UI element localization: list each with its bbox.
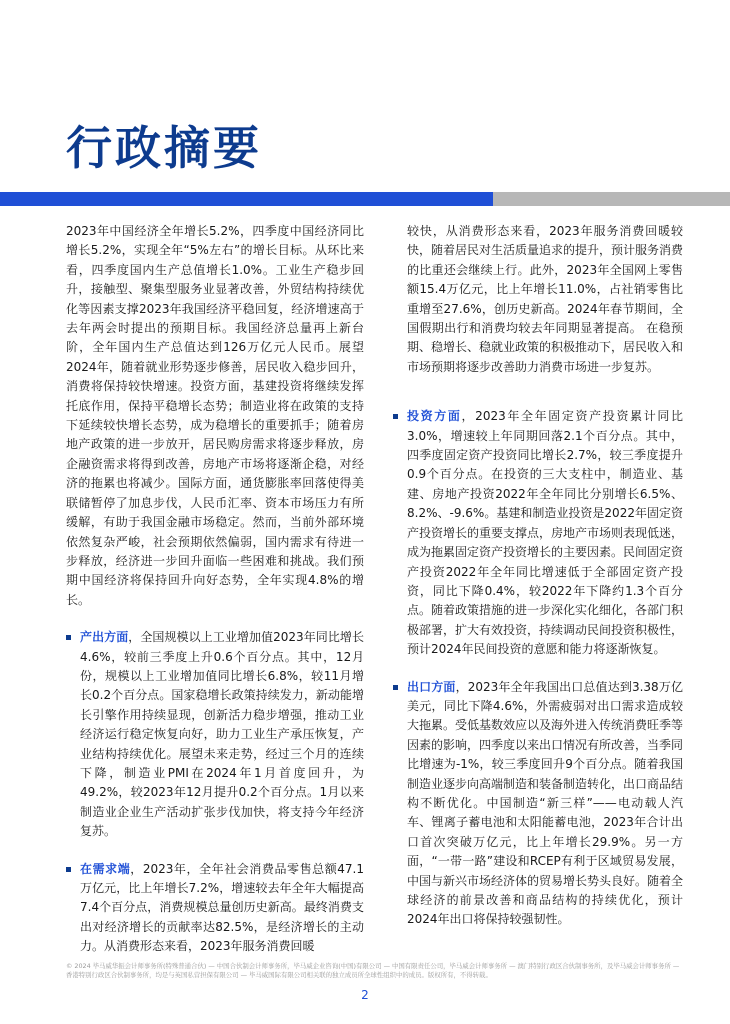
bullet-lead-export: 出口方面 — [407, 679, 456, 694]
bullet-square-icon — [66, 867, 71, 872]
right-column — [393, 222, 683, 930]
bullet-output — [66, 628, 364, 841]
page-title: 行政摘要 — [66, 121, 262, 175]
bullet-text-investment: ，2023年全年固定资产投资累计同比3.0%，增速较上年同期回落2.1个百分点。其中，四季度固定资产投资同比增长2.7%，较三季度提升0.9个百分点。在投资的三大支柱中，制造业、基建、房地产投资2022年全年同比分别增长6.5%、8.2%、-9.6%。基建和制造业投资是2022年固定资产投资增长的重要支撑点，房地产市场则表现低迷，成为拖累固定资产投资增长的主要因素。民间固定资产投资2022年全年同比增速低于全部固定资产投资，同比下降0.4%，较2022年下降约1.3个百分点。随着政策措施的进一步深化实化细化，各部门积极部署，扩大有效投资，持续调动民间投资积极性，预计2024年民间投资的意愿和能力将逐渐恢复。 — [407, 409, 684, 657]
copyright-footer: © 2024 毕马威华振会计师事务所(特殊普通合伙) — 中国合伙制会计师事务所，毕马威企业咨询(中国)有限公司 — 中国有限责任公司，毕马威会计师事务所 — 澳门特别行政区合伙制事务所，及毕马威会计师事务所 — 香港特别行政区合伙制事务所，均是与英国私营担保有限公司 — 毕马威国际有限公司相关联的独立成员所全球性组织中的成员。版权所有，不得转载。 — [66, 962, 680, 979]
demand-continuation: 较快，从消费形态来看，2023年服务消费回暖较快，随着居民对生活质量追求的提升，预计服务消费的比重还会继续上行。此外，2023年全国网上零售额15.4万亿元，比上年增长11.0%，占社销零售比重增至27.6%，创历史新高。2024年春节期间，全国假期出行和消费均较去年同期显著提高。 在稳预期、稳增长、稳就业政策的积极推动下，居民收入和市场预期将逐步改善助力消费市场进一步复苏。 — [407, 224, 684, 374]
page-number: 2 — [361, 988, 369, 1002]
bullet-demand — [66, 860, 364, 957]
bullet-square-icon — [393, 414, 398, 419]
bullet-square-icon — [393, 685, 398, 690]
bullet-text-output: ，全国规模以上工业增加值2023年同比增长4.6%，较前三季度上升0.6个百分点。其中，12月份，规模以上工业增加值同比增长6.8%，较11月增长0.2个百分点。国家稳增长政策持续发力，新动能增长引擎作用持续显现，创新活力稳步增强，推动工业经济运行稳定恢复向好，助力工业生产承压恢复，产业结构持续优化。展望未来走势，经过三个月的连续下降，制造业PMI在2024年1月首度回升，为49.2%，较2023年12月提升0.2个百分点。1月以来制造业企业生产活动扩张步伐加快，将支持今年经济复苏。 — [80, 630, 364, 839]
intro-paragraph: 2023年中国经济全年增长5.2%，四季度中国经济同比增长5.2%，实现全年“5%左右”的增长目标。从环比来看，四季度国内生产总值增长1.0%。工业生产稳步回升，接触型、聚集型服务业显著改善，外贸结构持续优化等因素支撑2023年我国经济平稳回复，经济增速高于去年两会时提出的预期目标。我国经济总量再上新台阶，全年国内生产总值达到126万亿元人民币。展望2024年，随着就业形势逐步修善，居民收入稳步回升，消费将保持较快增速。投资方面，基建投资将继续发挥托底作用，保持平稳增长态势；制造业将在政策的支持下延续较快增长态势，成为稳增长的重要抓手；随着房地产政策的进一步放开，居民购房需求将逐步释放，房企融资需求将得到改善，房地产市场将逐渐企稳，对经济的拖累也将减少。国际方面，通货膨胀率回落使得美联储暂停了加息步伐，人民币汇率、资本市场压力有所缓解，有助于我国金融市场稳定。然而，当前外部环境依然复杂严峻，社会预期依然偏弱，国内需求有待进一步释放，经济进一步回升面临一些困难和挑战。我们预期中国经济将保持回升向好态势，全年实现4.8%的增长。 — [66, 224, 364, 607]
left-column — [66, 222, 364, 957]
bullet-investment — [393, 407, 683, 659]
bullet-export — [393, 678, 683, 930]
bullet-text-demand: ，2023年，全年社会消费品零售总额47.1万亿元，比上年增长7.2%，增速较去年全年大幅提高7.4个百分点，消费规模总量创历史新高。最终消费支出对经济增长的贡献率达82.5%，是经济增长的主动力。从消费形态来看，2023年服务消费回暖 — [80, 861, 364, 954]
title-divider-blue — [0, 192, 493, 206]
bullet-square-icon — [66, 635, 71, 640]
bullet-lead-output: 产出方面 — [80, 630, 129, 645]
bullet-lead-demand: 在需求端 — [80, 861, 131, 876]
bullet-text-export: ，2023年全年我国出口总值达到3.38万亿美元，同比下降4.6%，外需疲弱对出口需求造成较大拖累。受低基数效应以及海外进入传统消费旺季等因素的影响，四季度以来出口情况有所改善，当季同比增速为-1%，较三季度回升9个百分点。随着我国制造业逐步向高端制造和装备制造转化，出口商品结构不断优化。中国制造“新三样”——电动载人汽车、锂离子蓄电池和太阳能蓄电池，2023年合计出口首次突破万亿元，比上年增长29.9%。另一方面，“一带一路”建设和RCEP有利于区域贸易发展，中国与新兴市场经济体的贸易增长势头良好。随着全球经济的前景改善和商品结构的持续优化，预计2024年出口将保持较强韧性。 — [407, 679, 684, 927]
bullet-lead-investment: 投资方面 — [407, 409, 462, 424]
title-divider-gray — [493, 192, 730, 206]
